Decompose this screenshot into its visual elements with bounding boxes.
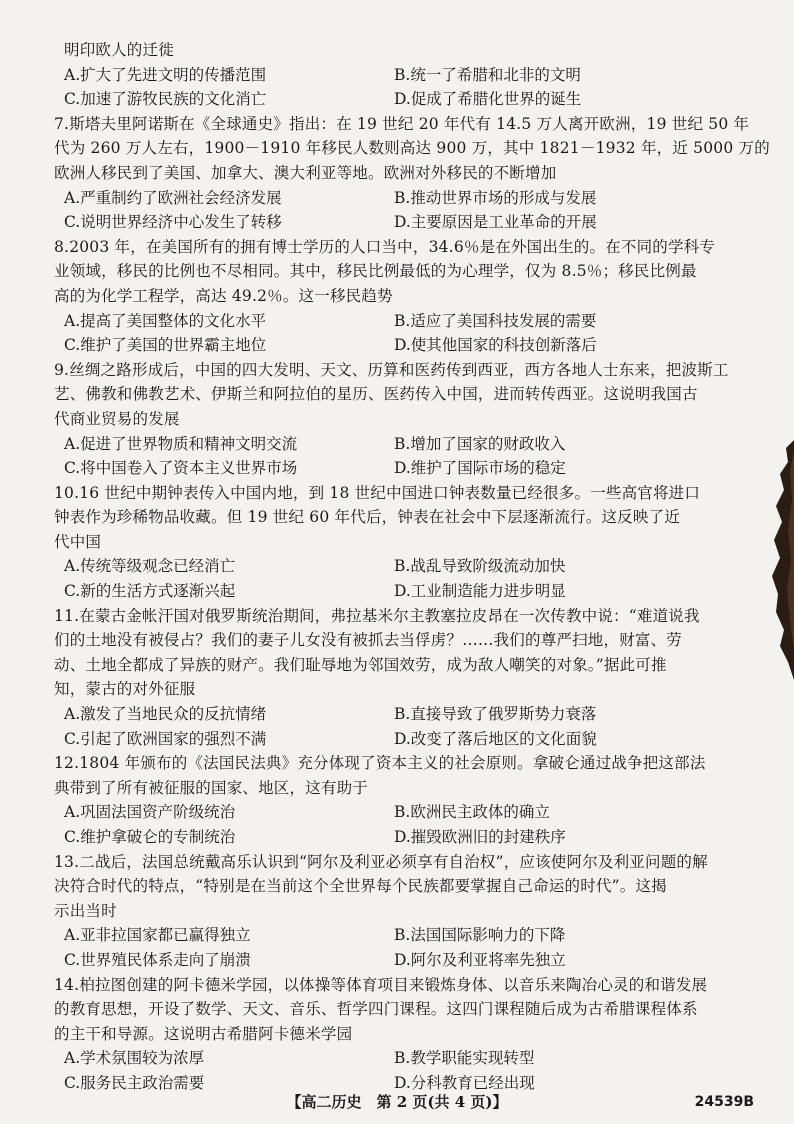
- q13-options-row-2: [54, 948, 744, 973]
- q10-stem-line-3: 代中国: [54, 532, 102, 551]
- q13-option-d[interactable]: D.阿尔及利亚将率先独立: [394, 950, 566, 969]
- q11-option-b[interactable]: B.直接导致了俄罗斯势力衰落: [394, 705, 597, 724]
- q10-option-c[interactable]: C.新的生活方式逐渐兴起: [64, 582, 236, 601]
- q7-option-d[interactable]: D.主要原因是工业革命的开展: [394, 213, 597, 232]
- q9-stem-line-3: 代商业贸易的发展: [54, 409, 180, 428]
- q12-option-b[interactable]: B.欧洲民主政体的确立: [394, 803, 550, 822]
- footer-page-info: 【高二历史 第 2 页(共 4 页)】: [286, 1093, 508, 1111]
- q8-options-row-1: [54, 309, 744, 334]
- q12-options-row-2: [54, 825, 744, 850]
- q7-stem-line-3: 欧洲人移民到了美国、加拿大、澳大利亚等地。欧洲对外移民的不断增加: [54, 163, 557, 182]
- q11-stem-line-4: 知，蒙古的对外征服: [54, 680, 196, 699]
- q6-stem-tail: 明印欧人的迁徙: [64, 41, 174, 59]
- q14-option-d[interactable]: D.分科教育已经出现: [394, 1073, 535, 1092]
- q9-option-b[interactable]: B.增加了国家的财政收入: [394, 434, 566, 453]
- q6-options-row-2: [54, 87, 744, 112]
- q11-stem-line-1: 11.在蒙古金帐汗国对俄罗斯统治期间，弗拉基米尔主教塞拉皮昂在一次传教中说：“难道说我: [54, 606, 700, 625]
- q7-option-a[interactable]: A.严重制约了欧洲社会经济发展: [64, 188, 282, 207]
- q14-option-b[interactable]: B.教学职能实现转型: [394, 1049, 535, 1068]
- q9-option-c[interactable]: C.将中国卷入了资本主义世界市场: [64, 459, 298, 478]
- torn-edge-decoration: [766, 440, 794, 680]
- q14-stem-line-2: 的教育思想，开设了数学、天文、音乐、哲学四门课程。这四门课程随后成为古希腊课程体系: [54, 1000, 698, 1019]
- q12-option-a[interactable]: A.巩固法国资产阶级统治: [64, 803, 236, 822]
- q11-option-a[interactable]: A.激发了当地民众的反抗情绪: [64, 705, 267, 724]
- q11-option-c[interactable]: C.引起了欧洲国家的强烈不满: [64, 729, 267, 748]
- q8-option-d[interactable]: D.使其他国家的科技创新落后: [394, 336, 597, 355]
- q7-options-row-1: [54, 186, 744, 211]
- q8-stem-line-3: 高的为化学工程学，高达 49.2％。这一移民趋势: [54, 286, 393, 305]
- q11-option-d[interactable]: D.改变了落后地区的文化面貌: [394, 729, 597, 748]
- q14-option-c[interactable]: C.服务民主政治需要: [64, 1073, 205, 1092]
- q7-option-b[interactable]: B.推动世界市场的形成与发展: [394, 188, 597, 207]
- q8-option-a[interactable]: A.提高了美国整体的文化水平: [64, 311, 267, 330]
- q12-stem-line-1: 12.1804 年颁布的《法国民法典》充分体现了资本主义的社会原则。拿破仑通过战争把这部法: [54, 754, 706, 773]
- q13-options-row-1: [54, 923, 744, 948]
- q9-stem-line-1: 9.丝绸之路形成后，中国的四大发明、天文、历算和医药传到西亚，西方各地人士东来，把波斯工: [54, 360, 729, 379]
- q9-stem-line-2: 艺、佛教和佛教艺术、伊斯兰和阿拉伯的星历、医药传入中国，进而转传西亚。这说明我国古: [54, 385, 698, 404]
- q8-option-b[interactable]: B.适应了美国科技发展的需要: [394, 311, 597, 330]
- q14-stem-line-1: 14.柏拉图创建的阿卡德米学园，以体操等体育项目来锻炼身体、以音乐来陶冶心灵的和谐发展: [54, 975, 708, 994]
- page-footer: [0, 1090, 794, 1114]
- q13-stem-line-1: 13.二战后，法国总统戴高乐认识到“阿尔及利亚必须享有自治权”，应该使阿尔及利亚问题的解: [54, 852, 708, 871]
- q12-stem-line-2: 典带到了所有被征服的国家、地区，这有助于: [54, 778, 369, 797]
- q9-option-d[interactable]: D.维护了国际市场的稳定: [394, 459, 566, 478]
- q10-options-row-1: [54, 554, 744, 579]
- q14-option-a[interactable]: A.学术氛围较为浓厚: [64, 1049, 205, 1068]
- q13-stem-line-3: 示出当时: [54, 901, 117, 920]
- q13-option-b[interactable]: B.法国国际影响力的下降: [394, 926, 566, 945]
- q9-options-row-1: [54, 432, 744, 457]
- q8-stem-line-2: 业领域，移民的比例也不尽相同。其中，移民比例最低的为心理学，仅为 8.5％；移民比例最: [54, 262, 697, 281]
- q7-option-c[interactable]: C.说明世界经济中心发生了转移: [64, 213, 282, 232]
- q10-option-d[interactable]: D.工业制造能力进步明显: [394, 582, 566, 601]
- q12-option-d[interactable]: D.摧毁欧洲旧的封建秩序: [394, 828, 566, 846]
- q13-stem-line-2: 决符合时代的特点，“特别是在当前这个全世界每个民族都要掌握自己命运的时代”。这揭: [54, 877, 667, 896]
- q7-stem-line-2: 代为 260 万人左右，1900－1910 年移民人数则高达 900 万，其中 1821－1932 年，近 5000 万的: [54, 139, 770, 158]
- q12-option-c[interactable]: C.维护拿破仑的专制统治: [64, 828, 236, 846]
- q8-stem-line-1: 8.2003 年，在美国所有的拥有博士学历的人口当中，34.6％是在外国出生的。在不同的学科专: [54, 237, 716, 256]
- q6-option-d[interactable]: D.促成了希腊化世界的诞生: [394, 90, 582, 109]
- q11-stem-line-3: 动、土地全都成了异族的财产。我们耻辱地为邻国效劳，成为敌人嘲笑的对象。”据此可推: [54, 655, 667, 674]
- q7-stem-line-1: 7.斯塔夫里阿诺斯在《全球通史》指出：在 19 世纪 20 年代有 14.5 万人离开欧洲，19 世纪 50 年: [54, 114, 750, 133]
- q13-option-a[interactable]: A.亚非拉国家都已赢得独立: [64, 926, 251, 945]
- q9-options-row-2: [54, 456, 744, 481]
- q12-options-row-1: [54, 800, 744, 825]
- q6-options-row-1: [54, 63, 744, 88]
- q6-option-c[interactable]: C.加速了游牧民族的文化消亡: [64, 90, 267, 109]
- q8-options-row-2: [54, 333, 744, 358]
- footer-exam-code: 24539B: [694, 1094, 754, 1110]
- q11-options-row-2: [54, 727, 744, 752]
- q14-stem-line-3: 的主干和导源。这说明古希腊阿卡德米学园: [54, 1024, 353, 1043]
- q10-stem-line-2: 钟表作为珍稀物品收藏。但 19 世纪 60 年代后，钟表在社会中下层逐渐流行。这反映了近: [54, 508, 680, 527]
- q6-option-b[interactable]: B.统一了希腊和北非的文明: [394, 65, 581, 84]
- question-list: [54, 38, 770, 1096]
- q10-stem-line-1: 10.16 世纪中期钟表传入中国内地，到 18 世纪中国进口钟表数量已经很多。一些高官将进口: [54, 483, 701, 502]
- q11-stem-line-2: 们的土地没有被侵占？我们的妻子儿女没有被抓去当俘虏？……我们的尊严扫地，财富、劳: [54, 631, 683, 650]
- q13-option-c[interactable]: C.世界殖民体系走向了崩溃: [64, 950, 251, 969]
- q11-options-row-1: [54, 702, 744, 727]
- q14-options-row-1: [54, 1046, 744, 1071]
- q9-option-a[interactable]: A.促进了世界物质和精神文明交流: [64, 434, 298, 453]
- q10-options-row-2: [54, 579, 744, 604]
- q7-options-row-2: [54, 210, 744, 235]
- q6-option-a[interactable]: A.扩大了先进文明的传播范围: [64, 65, 267, 84]
- q8-option-c[interactable]: C.维护了美国的世界霸主地位: [64, 336, 267, 355]
- q10-option-a[interactable]: A.传统等级观念已经消亡: [64, 557, 236, 576]
- q10-option-b[interactable]: B.战乱导致阶级流动加快: [394, 557, 566, 576]
